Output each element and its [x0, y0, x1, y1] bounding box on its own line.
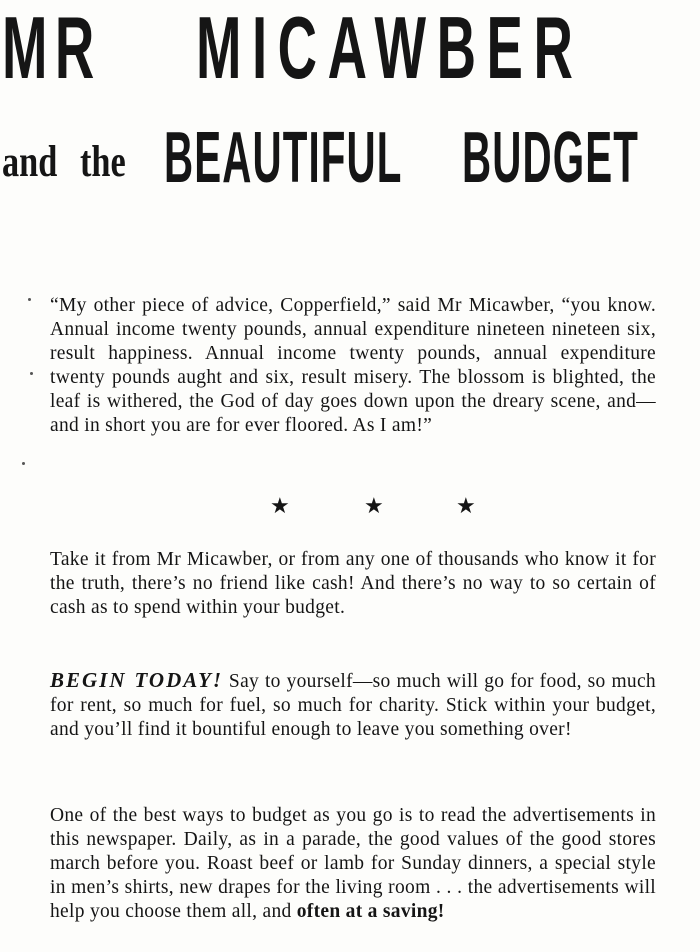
print-speck	[30, 372, 33, 375]
star-icon: ★	[456, 494, 476, 519]
headline-line-1	[0, 0, 700, 97]
micawber-quote	[50, 294, 656, 438]
paragraph-begin-today	[50, 668, 656, 742]
begin-today-body: Say to yourself—so much will go for food, so much for rent, so much for fuel, so much for charity. Stick within your budget, and you’ll find it bountiful enough to leave you something over!	[50, 671, 656, 740]
paragraph-cash-text: Take it from Mr Micawber, or from any one of thousands who know it for the truth, there’s no friend like cash! And there’s no way to so certain of cash as to spend within your budget.	[50, 549, 656, 618]
star-icon: ★	[270, 494, 290, 519]
headline-budget: BUDGET	[462, 118, 639, 198]
headline-line-2	[0, 118, 700, 198]
headline-beautiful: BEAUTIFUL	[164, 118, 403, 198]
star-icon: ★	[364, 494, 384, 519]
star-divider	[270, 494, 500, 524]
paragraph-begin-today-text	[50, 668, 656, 742]
paragraph-advertisements	[50, 804, 656, 924]
print-speck	[22, 462, 25, 465]
quote-text: “My other piece of advice, Copperfield,” said Mr Micawber, “you know. Annual income twenty pounds, annual expenditure nineteen nineteen six, result happiness. Annual income twenty pounds, annual expenditure twenty pounds aught and six, result misery. The blossom is blighted, the leaf is withered, the God of day goes down upon the dreary scene, and—and in short you are for ever floored. As I am!”	[50, 295, 656, 436]
print-speck	[28, 298, 31, 301]
headline-the: the	[80, 137, 126, 186]
paragraph-cash	[50, 548, 656, 620]
headline-and: and	[2, 137, 58, 186]
headline-mr: MR	[2, 0, 102, 97]
headline-micawber: MICAWBER	[196, 0, 584, 97]
often-at-a-saving: often at a saving!	[296, 901, 445, 922]
paragraph-advertisements-text	[50, 804, 656, 924]
advertisements-body: One of the best ways to budget as you go is to read the advertisements in this newspaper. Daily, as in a parade, the good values of the good stores march before you. Roast beef or lamb for Sunday dinners, a special style in men’s shirts, new drapes for the living room . . . the advertisements will help you choose them all, and	[50, 805, 656, 922]
begin-today-lead-in: BEGIN TODAY!	[50, 668, 224, 692]
